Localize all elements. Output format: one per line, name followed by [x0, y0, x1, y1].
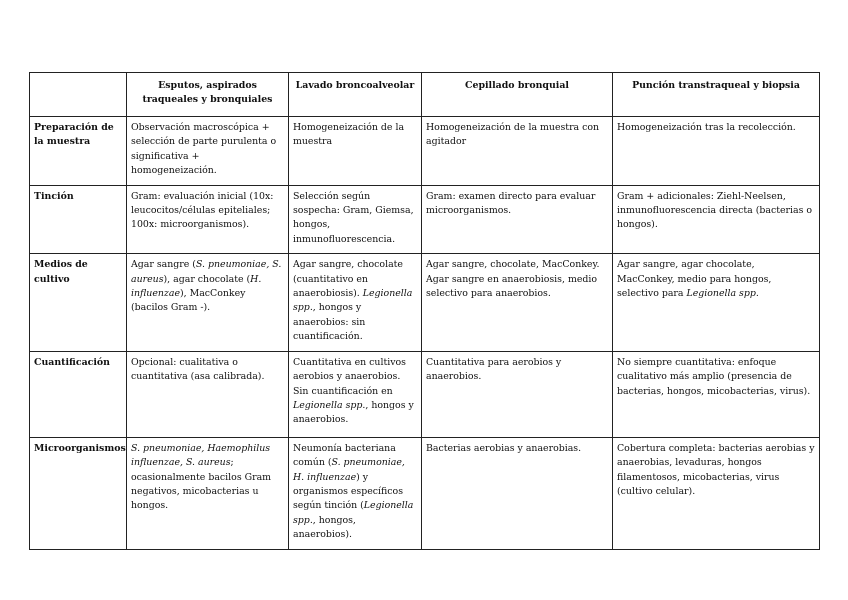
table-cell: Observación macroscópica + selección de parte purulenta o significativa + homogeneización.	[127, 117, 289, 186]
row-label: Preparación de la muestra	[30, 117, 127, 186]
table-cell: Opcional: cualitativa o cuantitativa (asa calibrada).	[127, 351, 289, 437]
table-cell: S. pneumoniae, Haemophilus influenzae, S. aureus; ocasionalmente bacilos Gram negativos, micobacterias u hongos.	[127, 437, 289, 549]
table-cell: Cobertura completa: bacterias aerobias y anaerobias, levaduras, hongos filamentosos, micobacterias, virus (cultivo celular).	[613, 437, 820, 549]
table-row-cuantificacion	[30, 351, 820, 437]
specimen-processing-table	[29, 72, 820, 550]
header-lavado: Lavado broncoalveolar	[289, 73, 422, 117]
row-label: Medios de cultivo	[30, 254, 127, 351]
table-row-tincion	[30, 185, 820, 254]
header-cepillado: Cepillado bronquial	[422, 73, 613, 117]
table-row-preparacion	[30, 117, 820, 186]
table-cell: Neumonía bacteriana común (S. pneumoniae, H. influenzae) y organismos específicos según tinción (Legionella spp., hongos, anaerobios).	[289, 437, 422, 549]
table-cell: Homogeneización de la muestra	[289, 117, 422, 186]
table-cell: No siempre cuantitativa: enfoque cualitativo más amplio (presencia de bacterias, hongos, micobacterias, virus).	[613, 351, 820, 437]
header-esputos: Esputos, aspirados traqueales y bronquiales	[127, 73, 289, 117]
row-label: Tinción	[30, 185, 127, 254]
row-label: Microorganismos	[30, 437, 127, 549]
table-cell: Cuantitativa para aerobios y anaerobios.	[422, 351, 613, 437]
table-cell: Selección según sospecha: Gram, Giemsa, hongos, inmunofluorescencia.	[289, 185, 422, 254]
row-label: Cuantificación	[30, 351, 127, 437]
header-row	[30, 73, 820, 117]
table-cell: Gram + adicionales: Ziehl-Neelsen, inmunofluorescencia directa (bacterias o hongos).	[613, 185, 820, 254]
table-cell: Agar sangre, agar chocolate, MacConkey, medio para hongos, selectivo para Legionella spp.	[613, 254, 820, 351]
table-cell: Gram: examen directo para evaluar microorganismos.	[422, 185, 613, 254]
table-cell: Gram: evaluación inicial (10x: leucocitos/células epiteliales; 100x: microorganismos).	[127, 185, 289, 254]
table-row-medios	[30, 254, 820, 351]
table-row-microorganismos	[30, 437, 820, 549]
table-cell: Agar sangre, chocolate, MacConkey. Agar sangre en anaerobiosis, medio selectivo para anaerobios.	[422, 254, 613, 351]
table-cell: Agar sangre, chocolate (cuantitativo en anaerobiosis). Legionella spp., hongos y anaerobios: sin cuantificación.	[289, 254, 422, 351]
header-corner-cell	[30, 73, 127, 117]
header-puncion: Punción transtraqueal y biopsia	[613, 73, 820, 117]
table-cell: Agar sangre (S. pneumoniae, S. aureus), agar chocolate (H. influenzae), MacConkey (bacilos Gram -).	[127, 254, 289, 351]
table-cell: Bacterias aerobias y anaerobias.	[422, 437, 613, 549]
table-cell: Homogeneización de la muestra con agitador	[422, 117, 613, 186]
table-cell: Cuantitativa en cultivos aerobios y anaerobios. Sin cuantificación en Legionella spp., hongos y anaerobios.	[289, 351, 422, 437]
table-cell: Homogeneización tras la recolección.	[613, 117, 820, 186]
